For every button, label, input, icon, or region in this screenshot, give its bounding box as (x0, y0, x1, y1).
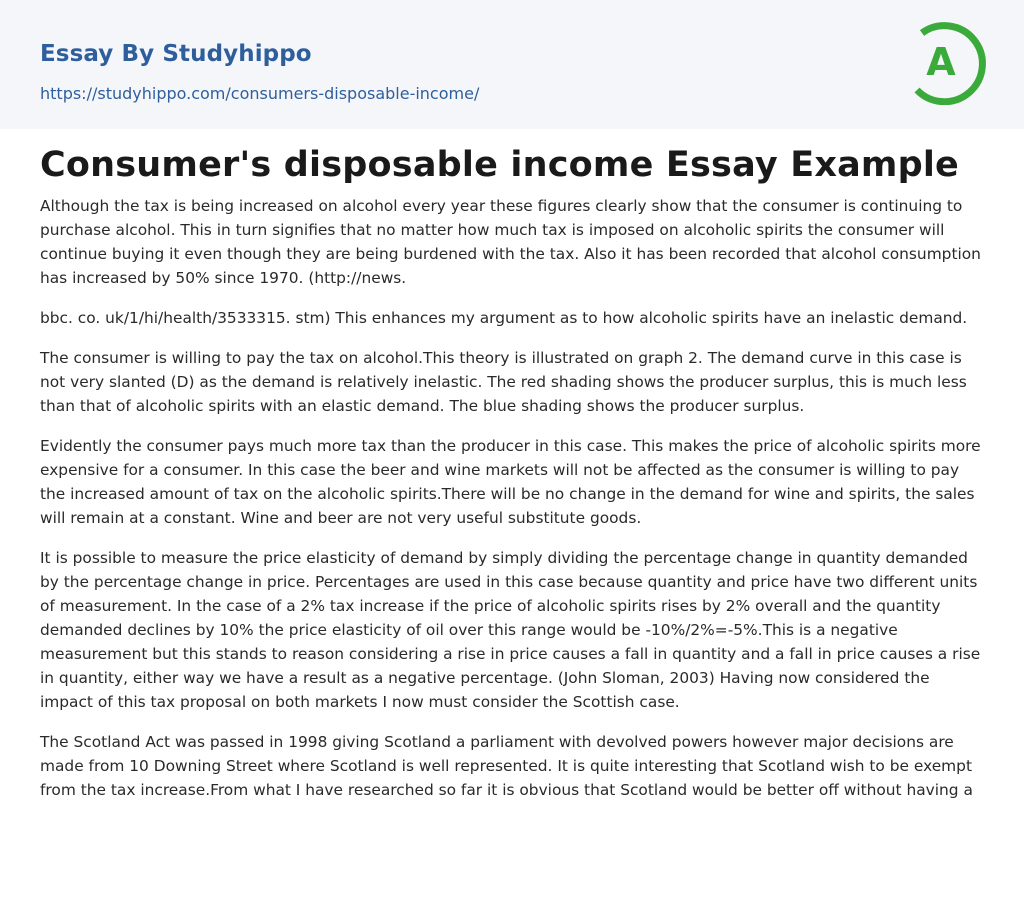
paragraph: Evidently the consumer pays much more tax than the producer in this case. This makes the price of alcoholic spirits more expensive for a consumer. In this case the beer and wine markets will not be affected as the consumer is willing to pay the increased amount of tax on the alcoholic spirits.There will be no change in the demand for wine and spirits, the sales will remain at a constant. Wine and beer are not very useful substitute goods. (40, 437, 981, 527)
logo-letter: A (926, 40, 956, 84)
page-title: Consumer's disposable income Essay Example (40, 145, 959, 185)
paragraph: bbc. co. uk/1/hi/health/3533315. stm) This enhances my argument as to how alcoholic spirits have an inelastic demand. (40, 309, 968, 327)
essay-url-link[interactable]: https://studyhippo.com/consumers-disposable-income/ (40, 84, 480, 103)
paragraph: Although the tax is being increased on alcohol every year these figures clearly show that the consumer is continuing to purchase alcohol. This in turn signifies that no matter how much tax is imposed on alcoholic spirits the consumer will continue buying it even though they are being burdened with the tax. Also it has been recorded that alcohol consumption has increased by 50% since 1970. (http://news. (40, 197, 981, 287)
paragraph: It is possible to measure the price elasticity of demand by simply dividing the percentage change in quantity demanded by the percentage change in price. Percentages are used in this case because quantity and price have two different units of measurement. In the case of a 2% tax increase if the price of alcoholic spirits rises by 2% overall and the quantity demanded declines by 10% the price elasticity of oil over this range would be -10%/2%=-5%.This is a negative measurement but this stands to reason considering a rise in price causes a fall in quantity and a fall in price causes a rise in quantity, either way we have a result as a negative percentage. (John Sloman, 2003) Having now considered the impact of this tax proposal on both markets I now must consider the Scottish case. (40, 549, 981, 711)
paragraph: The Scotland Act was passed in 1998 giving Scotland a parliament with devolved powers however major decisions are made from 10 Downing Street where Scotland is well represented. It is quite interesting that Scotland wish to be exempt from the tax increase.From what I have researched so far it is obvious that Scotland would be better off without having a (40, 733, 973, 799)
site-brand[interactable]: Essay By Studyhippo (40, 41, 312, 67)
essay-body (40, 194, 986, 818)
site-header (0, 0, 1024, 129)
paragraph: The consumer is willing to pay the tax on alcohol.This theory is illustrated on graph 2. The demand curve in this case is not very slanted (D) as the demand is relatively inelastic. The red shading shows the producer surplus, this is much less than that of alcoholic spirits with an elastic demand. The blue shading shows the producer surplus. (40, 349, 967, 415)
studyhippo-logo-icon[interactable] (912, 19, 986, 105)
